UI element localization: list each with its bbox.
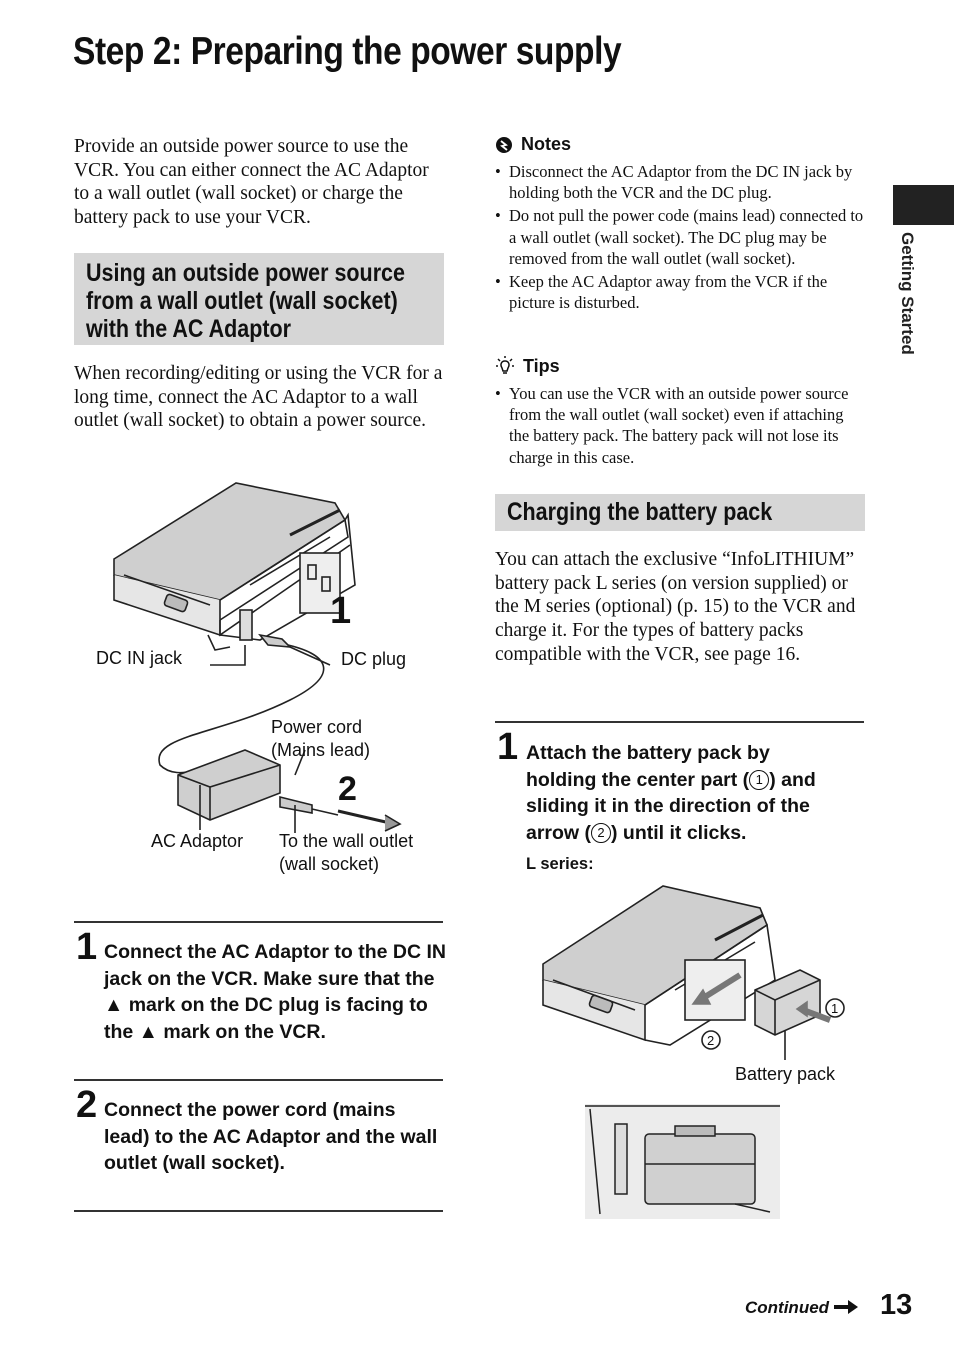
step-divider — [74, 1079, 443, 1081]
page-number: 13 — [880, 1289, 913, 1321]
step-divider — [74, 1210, 443, 1212]
battery-pack-label: Battery pack — [735, 1064, 836, 1084]
battery-attach-illustration — [535, 880, 855, 1060]
step-divider — [74, 921, 443, 923]
side-tab-label: Getting Started — [898, 232, 917, 355]
wall-outlet-label-line2: (wall socket) — [279, 854, 380, 874]
battery-step-text: ) and — [769, 768, 816, 791]
circled-number-2: 2 — [591, 823, 611, 843]
battery-step-instruction — [526, 740, 866, 846]
notes-block — [495, 134, 865, 315]
tip-item: • You can use the VCR with an outside power source from the wall outlet (wall socket) even if attaching the battery pack. The battery pack will not lose its charge in this case. — [495, 383, 865, 468]
section-tab — [893, 185, 954, 225]
circled-number-1: 1 — [749, 770, 769, 790]
ac-adaptor-label: AC Adaptor — [151, 831, 244, 851]
arrow-right-icon — [834, 1300, 858, 1314]
step-divider — [495, 721, 864, 723]
step-number: 1 — [76, 926, 98, 968]
wall-outlet-label — [279, 830, 413, 876]
battery-inserted-illustration — [585, 1104, 780, 1219]
notes-icon — [495, 136, 513, 154]
section-heading-line: Using an outside power source — [86, 259, 405, 287]
dc-in-jack-label: DC IN jack — [96, 648, 183, 668]
note-item: • Disconnect the AC Adaptor from the DC IN jack by holding both the VCR and the DC plug. — [495, 161, 865, 203]
section-heading-line: from a wall outlet (wall socket) — [86, 287, 398, 315]
power-cord-label-line2: (Mains lead) — [271, 740, 371, 760]
figure-step-1-number: 1 — [330, 590, 352, 632]
l-series-label: L series: — [526, 855, 594, 873]
wall-outlet-label-line1: To the wall outlet — [279, 831, 414, 851]
ac-paragraph: When recording/editing or using the VCR for a long time, connect the AC Adaptor to a wall outlet (wall socket) to obtain a power source. — [74, 363, 443, 432]
battery-step-text: arrow ( — [526, 821, 592, 844]
battery-section-title: Charging the battery pack — [507, 498, 773, 526]
page-title: Step 2: Preparing the power supply — [73, 30, 622, 73]
intro-paragraph: Provide an outside power source to use the VCR. You can either connect the AC Adaptor to a wall outlet (wall socket) or charge the battery pack to use your VCR. — [74, 136, 429, 229]
continued-label — [745, 1298, 858, 1318]
figure-circled-1: 1 — [831, 1001, 839, 1016]
figure-circled-2: 2 — [707, 1033, 715, 1048]
continued-text: Continued — [745, 1298, 830, 1317]
battery-step-text: ) until it clicks. — [611, 821, 747, 844]
battery-paragraph: You can attach the exclusive “InfoLITHIUM” battery pack L series (on version supplied) or the M series (optional) (p. 15) to the VCR and charge it. For the types of battery packs compatible with the VCR, see page 16. — [495, 549, 856, 665]
section-heading-battery — [495, 494, 865, 531]
note-item: • Keep the AC Adaptor away from the VCR if the picture is disturbed. — [495, 271, 865, 313]
notes-heading: Notes — [521, 134, 572, 154]
lightbulb-icon — [495, 355, 515, 377]
step-2-instruction: Connect the power cord (mains lead) to the AC Adaptor and the wall outlet (wall socket). — [104, 1099, 438, 1174]
battery-step-text: holding the center part ( — [526, 768, 750, 791]
battery-step-line — [526, 820, 866, 847]
power-cord-label-line1: Power cord — [271, 717, 363, 737]
step-number: 1 — [497, 726, 519, 768]
power-cord-label — [271, 716, 370, 762]
tips-heading: Tips — [523, 355, 560, 376]
battery-step-line: sliding it in the direction of the — [526, 795, 810, 817]
battery-step-line — [526, 767, 866, 794]
tips-block — [495, 355, 865, 470]
note-item: • Do not pull the power code (mains lead) connected to a wall outlet (wall socket). The DC plug may be removed from the wall outlet (wall socket). — [495, 205, 865, 269]
step-number: 2 — [76, 1084, 98, 1126]
figure-step-2-number: 2 — [338, 770, 357, 808]
dc-plug-label: DC plug — [341, 649, 407, 669]
battery-step-line: Attach the battery pack by — [526, 742, 770, 764]
step-1-instruction: Connect the AC Adaptor to the DC IN jack on the VCR. Make sure that the ▲ mark on the DC plug is facing to the ▲ mark on the VCR. — [104, 941, 446, 1043]
section-heading-ac — [74, 253, 444, 345]
section-heading-line: with the AC Adaptor — [86, 315, 292, 343]
